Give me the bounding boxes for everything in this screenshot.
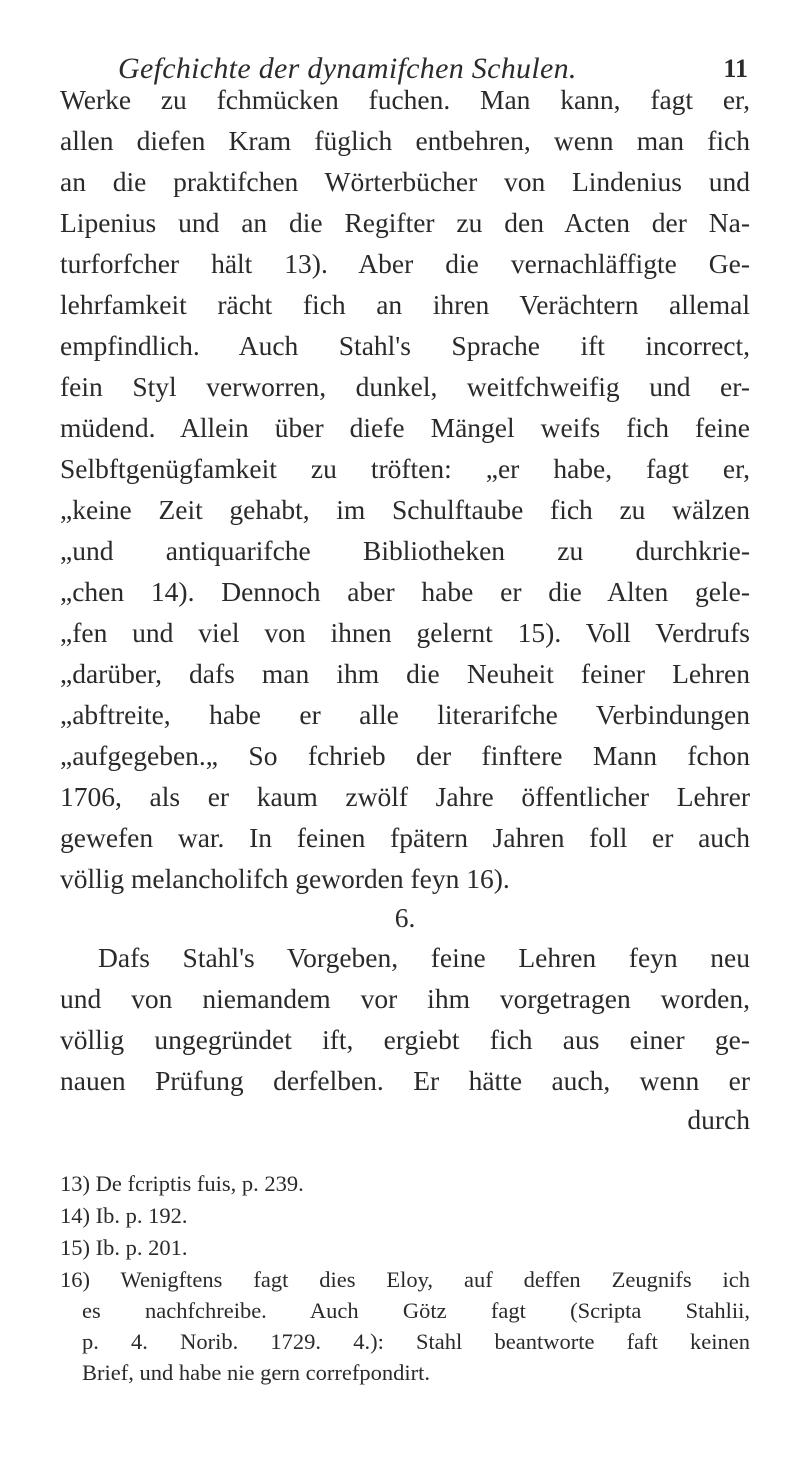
section-line: und von niemandem vor ihm vorgetragen worden, — [60, 983, 750, 1014]
body-line: müdend. Allein über diefe Mängel weifs fich feine — [60, 412, 750, 443]
body-line: turforfcher hält 13). Aber die vernachläffigte Ge- — [60, 248, 750, 279]
body-line: lehrfamkeit rächt fich an ihren Verächtern allemal — [60, 289, 750, 320]
footnote: 15) Ib. p. 201. — [60, 1235, 188, 1260]
catchword: durch — [687, 1104, 750, 1135]
body-line: „fen und viel von ihnen gelernt 15). Voll Verdrufs — [60, 617, 750, 648]
body-line: Werke zu fchmücken fuchen. Man kann, fagt er, — [60, 84, 750, 115]
footnote: 13) De fcriptis fuis, p. 239. — [60, 1171, 304, 1196]
body-line: fein Styl verworren, dunkel, weitfchweifig und er- — [60, 371, 750, 402]
body-line: „und antiquarifche Bibliotheken zu durchkrie- — [60, 535, 750, 566]
body-line: Selbftgenügfamkeit zu tröften: „er habe, fagt er, — [60, 453, 750, 484]
section-line: nauen Prüfung derfelben. Er hätte auch, wenn er — [60, 1065, 750, 1096]
body-line: Lipenius und an die Regifter zu den Acten der Na- — [60, 207, 750, 238]
footnote-continuation: Brief, und habe nie gern correfpondirt. — [82, 1360, 430, 1385]
body-line: „aufgegeben.„ So fchrieb der finftere Mann fchon — [60, 740, 750, 771]
page-number: 11 — [723, 54, 748, 83]
footnote-continuation: es nachfchreibe. Auch Götz fagt (Scripta Stahlii, — [82, 1298, 750, 1323]
section-line: völlig ungegründet ift, ergiebt fich aus einer ge- — [60, 1024, 750, 1055]
body-line: „abftreite, habe er alle literarifche Verbindungen — [60, 699, 750, 730]
body-line: allen diefen Kram füglich entbehren, wenn man fich — [60, 125, 750, 156]
body-line: empfindlich. Auch Stahl's Sprache ift incorrect, — [60, 330, 750, 361]
footnote: 16) Wenigftens fagt dies Eloy, auf deffen Zeugnifs ich — [60, 1267, 750, 1292]
footnote: 14) Ib. p. 192. — [60, 1203, 188, 1228]
footnote-continuation: p. 4. Norib. 1729. 4.): Stahl beantworte faft keinen — [82, 1329, 750, 1354]
body-line: „darüber, dafs man ihm die Neuheit feiner Lehren — [60, 658, 750, 689]
body-line: gewefen war. In feinen fpätern Jahren foll er auch — [60, 822, 750, 853]
section-line: Dafs Stahl's Vorgeben, feine Lehren feyn neu — [98, 942, 750, 973]
body-line: an die praktifchen Wörterbücher von Lindenius und — [60, 166, 750, 197]
body-line: 1706, als er kaum zwölf Jahre öffentlicher Lehrer — [60, 781, 750, 812]
body-line: „chen 14). Dennoch aber habe er die Alten gele- — [60, 576, 750, 607]
running-title: Gefchichte der dynamifchen Schulen. — [118, 52, 577, 85]
section-number: 6. — [394, 902, 416, 933]
body-line: „keine Zeit gehabt, im Schulftaube fich zu wälzen — [60, 494, 750, 525]
body-line: völlig melancholifch geworden feyn 16). — [60, 863, 510, 894]
